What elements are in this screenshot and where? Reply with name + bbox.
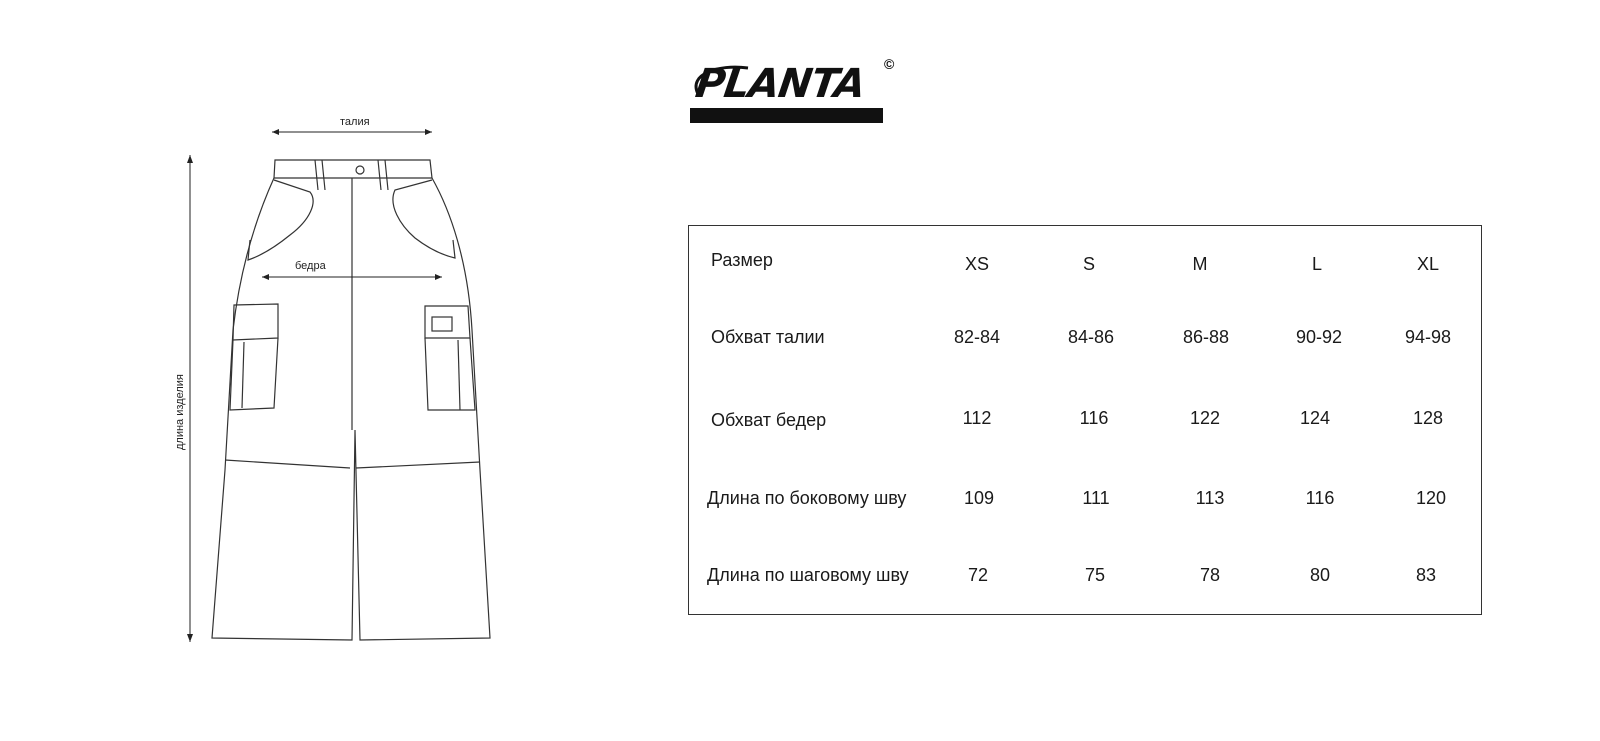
hips-label: бедра bbox=[295, 260, 326, 272]
table-cell: 82-84 bbox=[953, 327, 1001, 347]
size-column-header: XS bbox=[964, 254, 989, 274]
table-cell: 72 bbox=[967, 565, 989, 585]
table-cell: 84-86 bbox=[1067, 327, 1115, 347]
brand-logo bbox=[688, 54, 908, 126]
table-cell: 113 bbox=[1195, 488, 1225, 508]
row-label: Обхват бедер bbox=[711, 410, 827, 430]
table-cell: 83 bbox=[1415, 565, 1437, 585]
length-dimension-arrow bbox=[187, 155, 193, 642]
table-cell: 86-88 bbox=[1182, 327, 1230, 347]
table-cell: 94-98 bbox=[1404, 327, 1452, 347]
row-label: Длина по боковому шву bbox=[707, 488, 907, 508]
size-column-header: S bbox=[1082, 254, 1095, 274]
table-cell: 112 bbox=[962, 408, 992, 428]
table-cell: 128 bbox=[1412, 408, 1444, 428]
table-cell: 116 bbox=[1305, 488, 1335, 508]
size-column-header: M bbox=[1192, 254, 1208, 274]
table-cell: 120 bbox=[1415, 488, 1447, 508]
waist-dimension-arrow bbox=[272, 129, 432, 135]
table-cell: 78 bbox=[1199, 565, 1221, 585]
size-column-header: XL bbox=[1416, 254, 1440, 274]
table-cell: 90-92 bbox=[1295, 327, 1343, 347]
waist-label: талия bbox=[340, 116, 370, 128]
table-cell: 122 bbox=[1189, 408, 1221, 428]
size-header-label: Размер bbox=[711, 250, 773, 270]
table-cell: 111 bbox=[1082, 488, 1110, 508]
row-label: Длина по шаговому шву bbox=[707, 565, 909, 585]
pants-size-diagram bbox=[170, 110, 510, 655]
table-cell: 116 bbox=[1079, 408, 1109, 428]
brand-name: PLANTA bbox=[692, 61, 868, 107]
length-label: длина изделия bbox=[174, 374, 186, 450]
table-cell: 75 bbox=[1084, 565, 1106, 585]
table-cell: 80 bbox=[1309, 565, 1331, 585]
size-column-header: L bbox=[1311, 254, 1322, 274]
pants-outline bbox=[212, 160, 490, 640]
table-cell: 109 bbox=[963, 488, 995, 508]
logo-underline-bar bbox=[690, 108, 883, 123]
row-label: Обхват талии bbox=[711, 327, 825, 347]
table-cell: 124 bbox=[1299, 408, 1331, 428]
copyright-mark: © bbox=[884, 56, 895, 72]
size-chart-table bbox=[688, 225, 1482, 615]
